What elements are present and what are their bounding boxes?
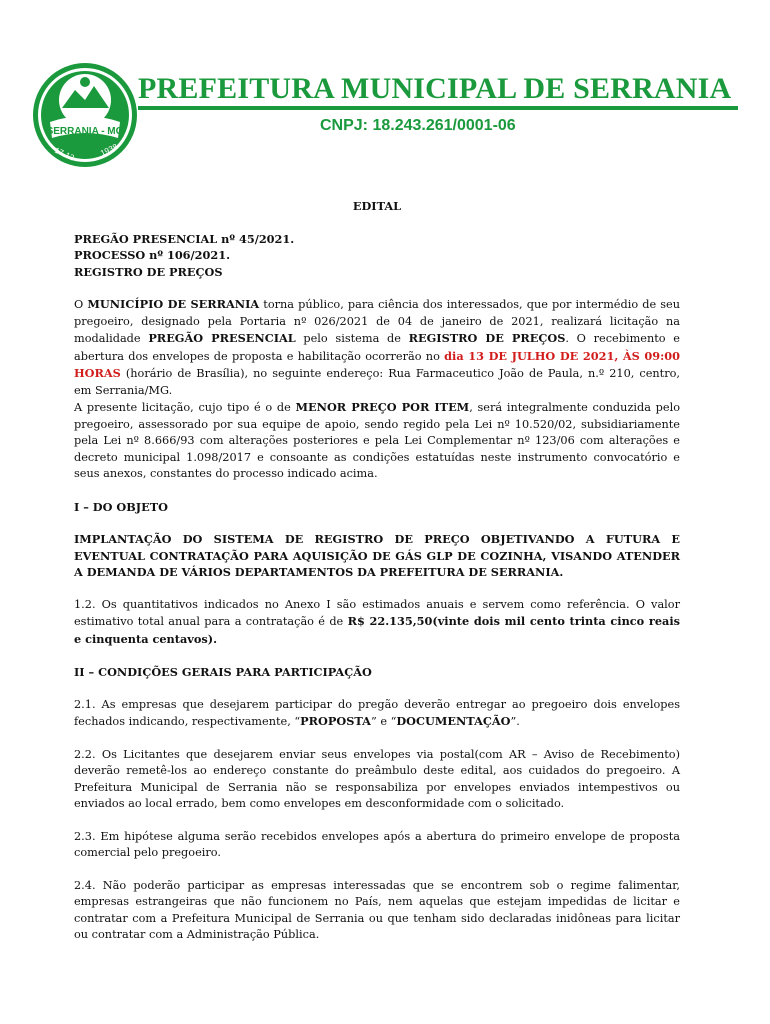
clause-2-4: 2.4. Não poderão participar as empresas interessadas que se encontrem sob o regime falimentar, empresas estrangeiras que não funcionem no País, nem aquelas que estejam impedidas de licitar e contratar com a Prefeitura Municipal de Serrania ou que tenham sido declaradas inidôneas para licitar ou contratar com a Administração Pública. [74, 878, 680, 941]
org-name: PREFEITURA MUNICIPAL DE SERRANIA [138, 72, 732, 105]
legal-basis-paragraph: A presente licitação, cujo tipo é o de MENOR PREÇO POR ITEM, será integralmente conduzida pelo pregoeiro, assessorado por sua equipe de apoio, sendo regido pela Lei nº 10.520/02, subsidiariamente pela Lei nº 8.666/93 com alterações posteriores e pela Lei Complementar nº 123/06 com alterações e decreto municipal 1.098/2017 e consoante as condições estatuídas neste instrumento convocatório e seus anexos, constantes do processo indicado acima. [74, 400, 681, 480]
municipal-seal-icon [30, 60, 140, 170]
section-heading-condicoes: II – CONDIÇÕES GERAIS PARA PARTICIPAÇÃO [74, 665, 372, 679]
clause-2-1: 2.1. As empresas que desejarem participar do pregão deverão entregar ao pregoeiro dois envelopes fechados indicando, respectivamente, “PROPOSTA” e “DOCUMENTAÇÃO”. [74, 697, 680, 728]
reference-processo: PROCESSO nº 106/2021. [74, 248, 231, 262]
cnpj: CNPJ: 18.243.261/0001-06 [320, 117, 516, 134]
document-title: EDITAL [352, 199, 402, 213]
header-divider [138, 106, 738, 110]
clause-2-2: 2.2. Os Licitantes que desejarem enviar seus envelopes via postal(com AR – Aviso de Recebimento) deverão remetê-los ao endereço constante do preâmbulo deste edital, aos cuidados do pregoeiro. A Prefeitura Municipal de Serrania não se responsabiliza por envelopes enviados intempestivos ou enviados ao local errado, bem como envelopes em desconformidade com o solicitado. [74, 747, 680, 810]
reference-registro: REGISTRO DE PREÇOS [74, 264, 223, 279]
letterhead [0, 0, 770, 163]
session-date: dia 13 DE JULHO DE 2021, ÀS 09:00 HORAS [74, 348, 680, 380]
clause-1-2: 1.2. Os quantitativos indicados no Anexo I são estimados anuais e servem como referência. O valor estimativo total anual para a contratação é de R$ 22.135,50(vinte dois mil cento trinta cinco reais e cinquenta centavos). [74, 597, 681, 646]
document-body [74, 198, 680, 944]
clause-2-3: 2.3. Em hipótese alguma serão recebidos envelopes após a abertura do primeiro envelope de proposta comercial pelo pregoeiro. [74, 829, 680, 859]
seal-date: 17-12 [53, 145, 76, 163]
object-description: IMPLANTAÇÃO DO SISTEMA DE REGISTRO DE PREÇO OBJETIVANDO A FUTURA E EVENTUAL CONTRATAÇÃO PARA AQUISIÇÃO DE GÁS GLP DE COZINHA, VISANDO ATENDER A DEMANDA DE VÁRIOS DEPARTAMENTOS DA PREFEITURA DE SERRANIA. [74, 532, 680, 579]
section-heading-objeto: I – DO OBJETO [74, 499, 168, 514]
seal-name: SERRANIA - MG [46, 126, 124, 137]
reference-pregao: PREGÃO PRESENCIAL nº 45/2021. [74, 231, 295, 246]
seal-year: 1938 [99, 142, 119, 158]
intro-paragraph: O MUNICÍPIO DE SERRANIA torna público, para ciência dos interessados, que por intermédio de seu pregoeiro, designado pela Portaria nº 026/2021 de 04 de janeiro de 2021, realizará licitação na modalidade PREGÃO PRESENCIAL pelo sistema de REGISTRO DE PREÇOS. O recebimento e abertura dos envelopes de proposta e habilitação ocorrerão no dia 13 DE JULHO DE 2021, ÀS 09:00 HORAS (horário de Brasília), no seguinte endereço: Rua Farmaceutico João de Paula, n.º 210, centro, em Serrania/MG. [74, 297, 680, 397]
